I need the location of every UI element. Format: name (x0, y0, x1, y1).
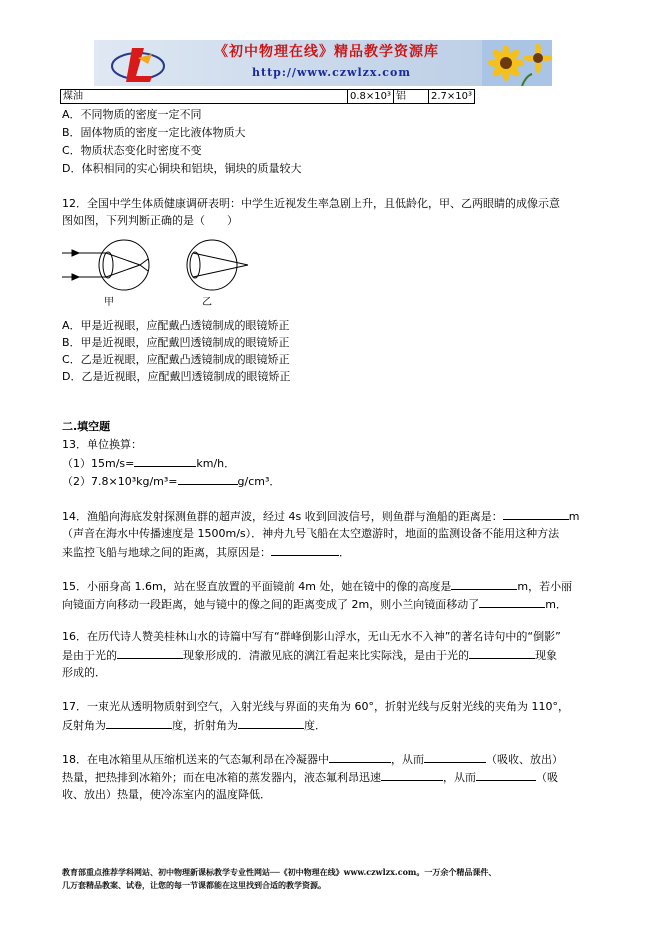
q14-text: 来监控飞船与地球之间的距离，其原因是： (62, 546, 271, 559)
q17-text: 度，折射角为 (172, 719, 238, 732)
q18-line2 (62, 768, 558, 786)
answer-blank[interactable] (117, 646, 183, 659)
q15-line1 (62, 577, 572, 595)
q14-line2: （声音在海水中传播速度是 1500m/s）．神舟九号飞船在太空遨游时，地面的监测设备不能用这种方法 (62, 527, 560, 540)
q16-text: 是由于光的 (62, 649, 117, 662)
answer-blank[interactable] (178, 472, 238, 485)
q11-option-d: D．体积相同的实心铜块和铝块，铜块的质量较大 (62, 162, 302, 175)
table-cell-value: 0.8×10³ (348, 90, 394, 104)
eye-diagram (62, 233, 252, 311)
density-table (60, 89, 475, 104)
page-footer (62, 866, 496, 892)
answer-blank[interactable] (503, 507, 569, 520)
q16-line1: 16．在历代诗人赞美桂林山水的诗篇中写有“群峰倒影山浮水，无山无水不入神”的著名诗句中的“倒影” (62, 630, 561, 643)
q18-text: ，从而 (391, 753, 424, 766)
q13-item-1-unit: km/h． (196, 457, 236, 470)
answer-blank[interactable] (134, 454, 196, 467)
q18-text: 18．在电冰箱里从压缩机送来的气态氟利昂在冷凝器中 (62, 753, 329, 766)
answer-blank[interactable] (381, 768, 443, 781)
banner-url: http://www.czwlzx.com (252, 66, 411, 79)
answer-blank[interactable] (106, 716, 172, 729)
q14-text: 14．渔船向海底发射探测鱼群的超声波，经过 4s 收到回波信号，则鱼群与渔船的距离是： (62, 510, 503, 523)
q15-text: 向镜面方向移动一段距离，她与镜中的像之间的距离变成了 2m，则小兰向镜面移动了 (62, 598, 480, 611)
site-logo-icon (108, 44, 168, 84)
q18-line3: 收、放出）热量，使冷冻室内的温度降低． (62, 788, 271, 801)
eye-caption-b: 乙 (202, 297, 212, 308)
answer-blank[interactable] (238, 716, 304, 729)
q18-text: （吸 (536, 771, 558, 784)
q12-option-d: D．乙是近视眼，应配戴凹透镜制成的眼镜矫正 (62, 370, 291, 383)
answer-blank[interactable] (469, 646, 535, 659)
q15-text: 15．小丽身高 1.6m，站在竖直放置的平面镜前 4m 处，她在镜中的像的高度是 (62, 580, 452, 593)
q18-text: （吸收、放出） (486, 753, 563, 766)
q14-end: ． (339, 546, 350, 559)
sunflower-icon (482, 40, 552, 86)
q12-option-a: A．甲是近视眼，应配戴凸透镜制成的眼镜矫正 (62, 319, 290, 332)
q13-title: 13．单位换算： (62, 438, 142, 451)
answer-blank[interactable] (479, 595, 545, 608)
q13-item-2-text: （2）7.8×10³kg/m³= (62, 475, 178, 488)
q13-item-2-unit: g/cm³． (237, 475, 281, 488)
q13-item-2 (62, 472, 280, 490)
answer-blank[interactable] (424, 750, 486, 763)
q13-item-1-text: （1）15m/s= (62, 457, 135, 470)
q11-option-c: C．物质状态变化时密度不变 (62, 144, 202, 157)
q13-item-1 (62, 454, 235, 472)
q16-line3: 形成的． (62, 666, 106, 679)
section-title: 二.填空题 (62, 420, 111, 433)
q15-unit: m． (545, 598, 567, 611)
q12-option-b: B．甲是近视眼，应配戴凹透镜制成的眼镜矫正 (62, 336, 290, 349)
footer-line2: 几万套精品教案、试卷，让您的每一节课都能在这里找到合适的教学资源。 (62, 880, 326, 890)
q16-text: 现象形成的．清澈见底的漓江看起来比实际浅，是由于光的 (183, 649, 469, 662)
q11-option-a: A．不同物质的密度一定不同 (62, 108, 202, 121)
q18-text: 热量，把热排到冰箱外；而在电冰箱的蒸发器内，液态氟利昂迅速 (62, 771, 381, 784)
q17-line1: 17．一束光从透明物质射到空气，入射光线与界面的夹角为 60°，折射光线与反射光线的夹角为 110°， (62, 700, 569, 713)
q12-stem-line1: 12．全国中学生体质健康调研表明：中学生近视发生率急剧上升，且低龄化，甲、乙两眼睛的成像示意 (62, 197, 560, 210)
banner-title: 《初中物理在线》精品教学资源库 (214, 44, 439, 60)
q17-line2 (62, 716, 326, 734)
header-banner (94, 40, 552, 86)
answer-blank[interactable] (329, 750, 391, 763)
eye-caption-a: 甲 (104, 297, 114, 308)
footer-line1: 教育部重点推荐学科网站、初中物理新课标教学专业性网站──《初中物理在线》www.czwlzx.com。一万余个精品课件、 (62, 867, 497, 877)
q12-stem-line2: 图如图，下列判断正确的是（ ） (62, 214, 238, 227)
table-cell-substance: 煤油 (61, 90, 348, 104)
eye-diagram-a (62, 240, 149, 290)
q15-line2 (62, 595, 567, 613)
answer-blank[interactable] (476, 768, 536, 781)
q14-line3 (62, 543, 350, 561)
q18-text: ，从而 (443, 771, 476, 784)
q17-text: 度． (304, 719, 326, 732)
q14-unit: m (568, 510, 580, 523)
answer-blank[interactable] (271, 543, 339, 556)
q11-option-b: B．固体物质的密度一定比液体物质大 (62, 126, 246, 139)
q18-line1 (62, 750, 563, 768)
q17-text: 反射角为 (62, 719, 106, 732)
table-cell-substance: 铝 (394, 90, 429, 104)
table-cell-value: 2.7×10³ (429, 90, 475, 104)
answer-blank[interactable] (451, 577, 517, 590)
q14-line1 (62, 507, 579, 525)
eye-diagram-b (187, 240, 248, 290)
q15-text: m，若小丽 (517, 580, 573, 593)
table-row (61, 90, 475, 104)
q16-text: 现象 (535, 649, 557, 662)
q16-line2 (62, 646, 557, 664)
q12-option-c: C．乙是近视眼，应配戴凸透镜制成的眼镜矫正 (62, 353, 290, 366)
